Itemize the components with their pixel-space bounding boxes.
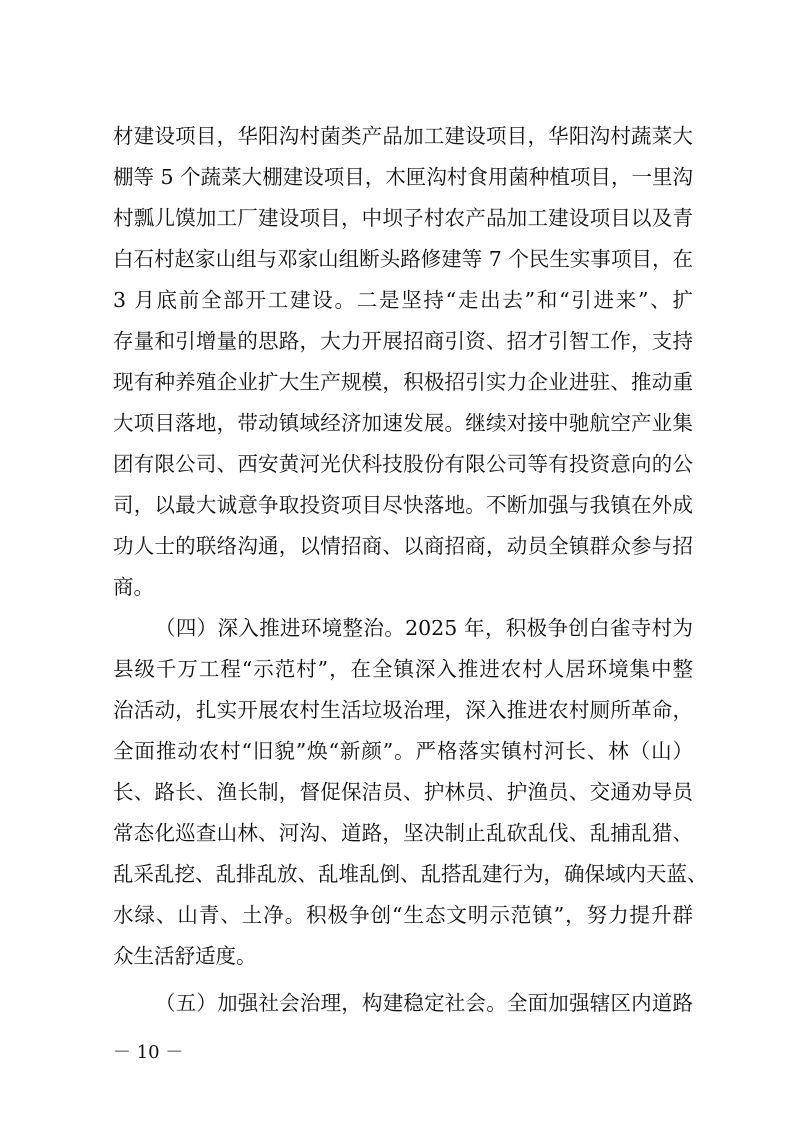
text-line: 村瓢儿馍加工厂建设项目，中坝子村农产品加工建设项目以及青 <box>113 206 693 230</box>
section-heading-line: （四）深入推进环境整治。2025 年，积极争创白雀寺村为 <box>155 616 693 640</box>
text-line: 司，以最大诚意争取投资项目尽快落地。不断加强与我镇在外成 <box>113 493 693 517</box>
text-line: 乱采乱挖、乱排乱放、乱堆乱倒、乱搭乱建行为，确保域内天蓝、 <box>113 862 708 886</box>
text-line: 县级千万工程“示范村”，在全镇深入推进农村人居环境集中整 <box>113 657 693 681</box>
text-line: 存量和引增量的思路，大力开展招商引资、招才引智工作，支持 <box>113 329 693 353</box>
text-line: 治活动，扎实开展农村生活垃圾治理，深入推进农村厕所革命， <box>113 698 693 722</box>
text-line: 常态化巡查山林、河沟、道路，坚决制止乱砍乱伐、乱捕乱猎、 <box>113 821 693 845</box>
text-line: 材建设项目，华阳沟村菌类产品加工建设项目，华阳沟村蔬菜大 <box>113 124 693 148</box>
text-line: 水绿、山青、土净。积极争创“生态文明示范镇”，努力提升群 <box>113 903 693 927</box>
text-line: 全面推动农村“旧貌”焕“新颜”。严格落实镇村河长、林（山） <box>113 739 693 763</box>
text-line: 团有限公司、西安黄河光伏科技股份有限公司等有投资意向的公 <box>113 452 693 476</box>
text-line: 大项目落地，带动镇域经济加速发展。继续对接中驰航空产业集 <box>113 411 693 435</box>
section-heading-line: （五）加强社会治理，构建稳定社会。全面加强辖区内道路 <box>155 991 693 1015</box>
text-line: 长、路长、渔长制，督促保洁员、护林员、护渔员、交通劝导员 <box>113 780 693 804</box>
page-number: － 10 － <box>113 1042 184 1063</box>
text-line: 白石村赵家山组与邓家山组断头路修建等 7 个民生实事项目，在 <box>113 247 693 271</box>
text-line: 商。 <box>113 575 154 599</box>
text-line: 棚等 5 个蔬菜大棚建设项目，木匣沟村食用菌种植项目，一里沟 <box>113 165 693 189</box>
text-line: 3 月底前全部开工建设。二是坚持“走出去”和“引进来”、扩 <box>113 288 693 312</box>
text-line: 众生活舒适度。 <box>113 944 257 968</box>
text-line: 功人士的联络沟通，以情招商、以商招商，动员全镇群众参与招 <box>113 534 693 558</box>
text-line: 现有种养殖企业扩大生产规模，积极招引实力企业进驻、推动重 <box>113 370 693 394</box>
